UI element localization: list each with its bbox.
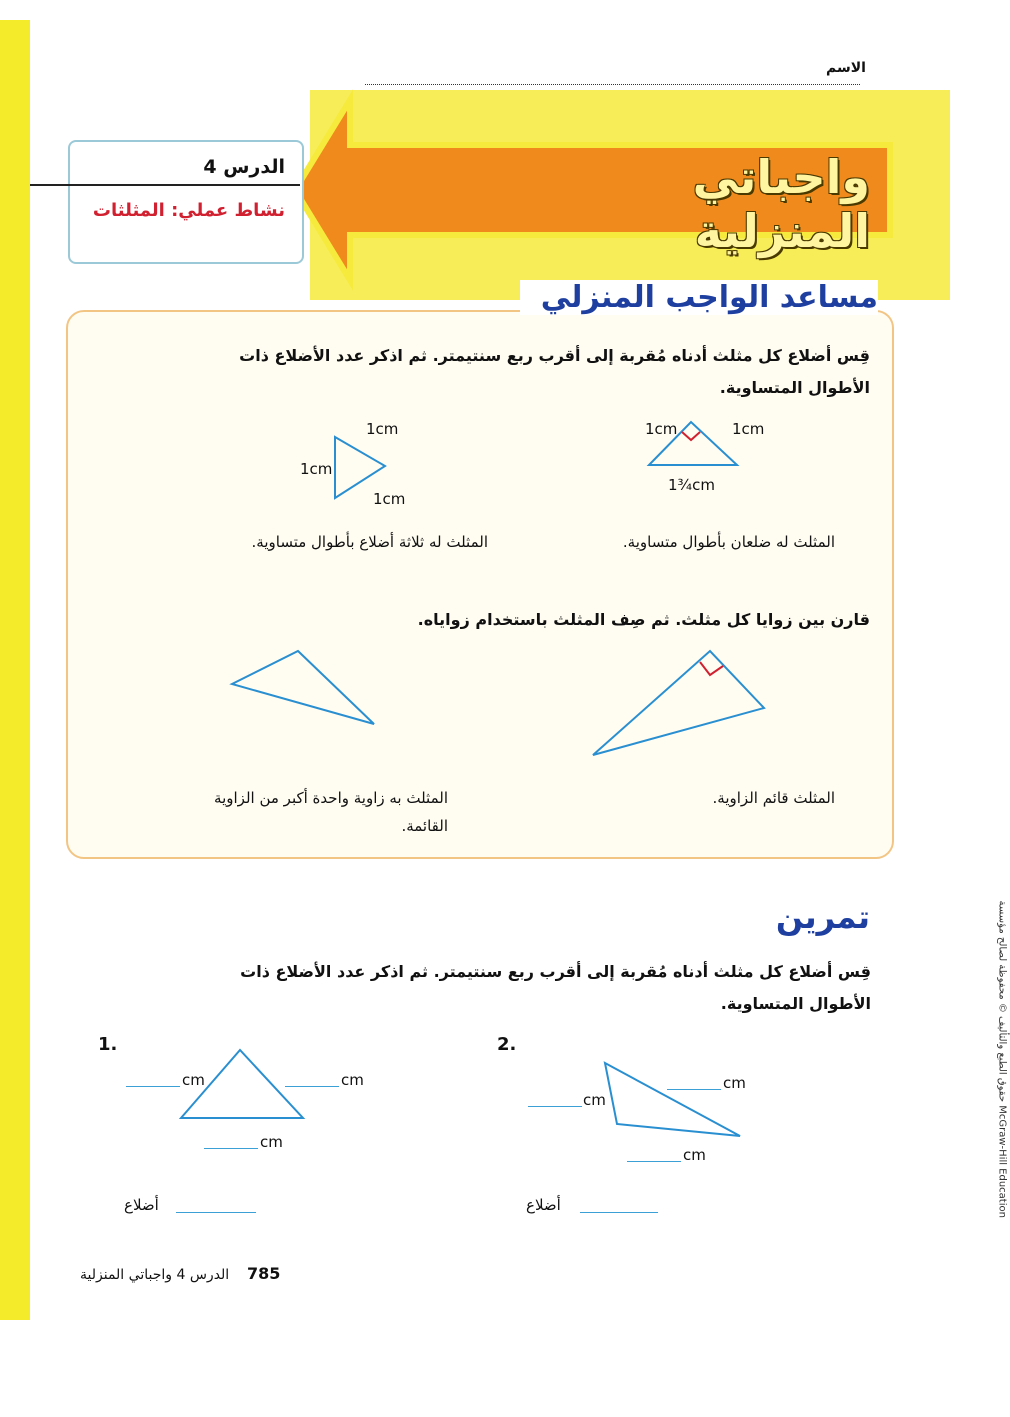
exercise-2-unit-right: cm [723,1074,746,1092]
exercise-2-unit-base: cm [683,1146,706,1164]
footer-lesson-text: الدرس 4 واجباتي المنزلية [80,1267,230,1283]
right-triangle-description: المثلث قائم الزاوية. [712,789,835,807]
equilateral-description: المثلث له ثلاثة أضلاع بأطوال متساوية. [251,533,488,551]
isosceles-side-right: 1cm [732,420,765,438]
obtuse-triangle-description: المثلث به زاوية واحدة أكبر من الزاوية القائمة. [214,789,448,835]
lesson-divider [30,184,300,186]
practice-title: تمرين [775,898,870,936]
name-label: الاسم [826,60,866,76]
exercise-2-base-input[interactable] [627,1161,681,1162]
homework-helper-title: مساعد الواجب المنزلي [520,280,878,315]
obtuse-triangle [228,648,378,728]
exercise-1-unit-base: cm [260,1133,283,1151]
isosceles-side-left: 1cm [645,420,678,438]
equilateral-side-top: 1cm [366,420,399,438]
exercise-1-unit-left: cm [182,1071,205,1089]
exercise-2-triangle [600,1058,745,1138]
helper-instruction-1: قِس أضلاع كل مثلث أدناه مُقربة إلى أقرب ربع سنتيمتر. ثم اذكر عدد الأضلاع ذات الأطوال المتساوية. [239,346,870,397]
copyright-notice: حقوق الطبع والتأليف © محفوظة لصالح مؤسسة McGraw-Hill Education [996,900,1008,1218]
page-footer [80,1264,380,1283]
exercise-1-number: 1. [98,1034,118,1055]
equilateral-side-left: 1cm [300,460,333,478]
exercise-1-side-right-input[interactable] [285,1086,339,1087]
exercise-1-count-input[interactable] [176,1212,256,1213]
lesson-topic: نشاط عملي: المثلثات [92,200,285,221]
page-number: 785 [247,1264,281,1283]
exercise-1-base-input[interactable] [204,1148,258,1149]
exercise-2-count-input[interactable] [580,1212,658,1213]
isosceles-base: 1¾cm [668,476,715,494]
exercise-1-unit-right: cm [341,1071,364,1089]
exercise-2-number: 2. [497,1034,517,1055]
yellow-margin-strip [0,20,30,1320]
exercise-2-side-left-input[interactable] [528,1106,582,1107]
homework-title: واجباتي المنزلية [692,150,870,258]
lesson-number: الدرس 4 [203,156,285,178]
exercise-1-count-word: أضلاع [124,1196,159,1214]
right-angle-triangle [590,648,770,758]
exercise-2-count-word: أضلاع [526,1196,561,1214]
isosceles-description: المثلث له ضلعان بأطوال متساوية. [622,533,835,551]
helper-instruction-2: قارن بين زوايا كل مثلث. ثم صِف المثلث باستخدام زواياه. [417,610,870,629]
exercise-1-side-left-input[interactable] [126,1086,180,1087]
exercise-2-side-right-input[interactable] [667,1089,721,1090]
exercise-2-unit-left: cm [583,1091,606,1109]
equilateral-side-bottom: 1cm [373,490,406,508]
practice-instruction: قِس أضلاع كل مثلث أدناه مُقربة إلى أقرب ربع سنتيمتر. ثم اذكر عدد الأضلاع ذات الأطوال المتساوية. [240,962,871,1013]
